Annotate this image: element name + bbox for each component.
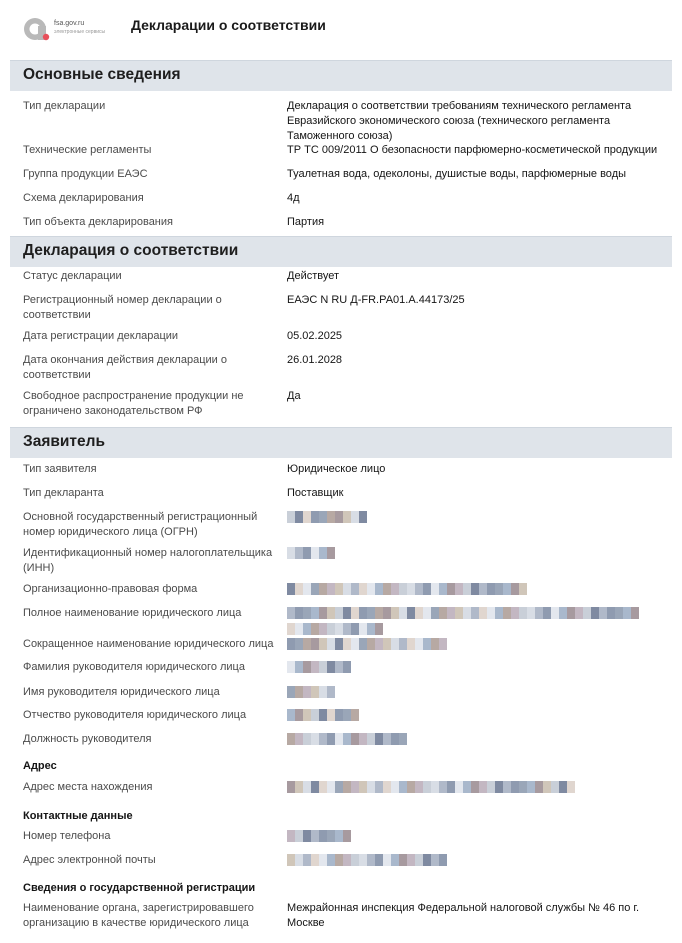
field-label: Дата регистрации декларации xyxy=(23,330,179,342)
redaction-pixel xyxy=(479,607,487,619)
redaction-pixel xyxy=(503,781,511,793)
redaction-pixel xyxy=(407,638,415,650)
redacted-value xyxy=(287,583,527,595)
redaction-pixel xyxy=(335,661,343,673)
page-title: Декларации о соответствии xyxy=(131,17,326,33)
redaction-pixel xyxy=(447,583,455,595)
field-label: Фамилия руководителя юридического лица xyxy=(23,661,245,673)
redaction-pixel xyxy=(359,781,367,793)
redaction-pixel xyxy=(415,583,423,595)
redaction-pixel xyxy=(327,830,335,842)
redaction-pixel xyxy=(519,781,527,793)
field-value: ЕАЭС N RU Д-FR.РА01.А.44173/25 xyxy=(287,294,465,306)
redaction-pixel xyxy=(311,854,319,866)
redaction-pixel xyxy=(551,781,559,793)
redacted-value xyxy=(287,830,351,842)
redaction-pixel xyxy=(503,583,511,595)
redaction-pixel xyxy=(447,781,455,793)
redaction-pixel xyxy=(367,854,375,866)
redaction-pixel xyxy=(631,607,639,619)
redaction-pixel xyxy=(511,607,519,619)
section-title: Основные сведения xyxy=(23,66,181,83)
redaction-pixel xyxy=(319,709,327,721)
redacted-value xyxy=(287,623,383,635)
redaction-pixel xyxy=(391,854,399,866)
field-label: Номер телефона xyxy=(23,830,111,842)
redaction-pixel xyxy=(351,854,359,866)
subheading-state-registration: Сведения о государственной регистрации xyxy=(23,882,256,894)
redaction-pixel xyxy=(527,607,535,619)
redaction-pixel xyxy=(311,686,319,698)
redaction-pixel xyxy=(383,733,391,745)
redacted-value xyxy=(287,709,359,721)
field-value: 05.02.2025 xyxy=(287,330,343,342)
redaction-pixel xyxy=(519,583,527,595)
redaction-pixel xyxy=(447,607,455,619)
redaction-pixel xyxy=(415,781,423,793)
redaction-pixel xyxy=(439,638,447,650)
redaction-pixel xyxy=(287,623,295,635)
redaction-pixel xyxy=(511,583,519,595)
field-value: Межрайонная инспекция Федеральной налоговой службы № 46 по г. Москве xyxy=(287,902,640,929)
field-label: Идентификационный номер налогоплательщика (ИНН) xyxy=(23,547,273,574)
redaction-pixel xyxy=(327,661,335,673)
redaction-pixel xyxy=(343,638,351,650)
field-label: Адрес электронной почты xyxy=(23,854,156,866)
redaction-pixel xyxy=(407,607,415,619)
redaction-pixel xyxy=(455,781,463,793)
redaction-pixel xyxy=(319,623,327,635)
redacted-value xyxy=(287,781,575,793)
redaction-pixel xyxy=(327,638,335,650)
redaction-pixel xyxy=(367,607,375,619)
redaction-pixel xyxy=(359,638,367,650)
redaction-pixel xyxy=(335,733,343,745)
redaction-pixel xyxy=(295,638,303,650)
redaction-pixel xyxy=(351,733,359,745)
field-label: Статус декларации xyxy=(23,270,122,282)
redaction-pixel xyxy=(287,607,295,619)
redaction-pixel xyxy=(623,607,631,619)
redaction-pixel xyxy=(319,854,327,866)
field-label: Тип декларанта xyxy=(23,487,104,499)
redaction-pixel xyxy=(383,583,391,595)
redaction-pixel xyxy=(455,583,463,595)
subheading-address: Адрес xyxy=(23,760,57,772)
redacted-value xyxy=(287,854,447,866)
section-basic-info xyxy=(10,60,672,91)
redaction-pixel xyxy=(343,709,351,721)
field-label: Наименование органа, зарегистрировавшего организацию в качестве юридического лица xyxy=(23,902,254,929)
redaction-pixel xyxy=(287,547,295,559)
field-label: Схема декларирования xyxy=(23,192,144,204)
redaction-pixel xyxy=(343,733,351,745)
redaction-pixel xyxy=(351,607,359,619)
redaction-pixel xyxy=(383,607,391,619)
redaction-pixel xyxy=(575,607,583,619)
redaction-pixel xyxy=(335,623,343,635)
redaction-pixel xyxy=(303,607,311,619)
redaction-pixel xyxy=(327,709,335,721)
redaction-pixel xyxy=(503,607,511,619)
field-label: Основной государственный регистрационный номер юридического лица (ОГРН) xyxy=(23,511,258,538)
redacted-value xyxy=(287,661,351,673)
redaction-pixel xyxy=(383,638,391,650)
redaction-pixel xyxy=(407,781,415,793)
redaction-pixel xyxy=(391,638,399,650)
redaction-pixel xyxy=(359,733,367,745)
field-label: Дата окончания действия декларации о соответствии xyxy=(23,354,227,381)
redaction-pixel xyxy=(335,511,343,523)
redaction-pixel xyxy=(423,854,431,866)
redaction-pixel xyxy=(327,733,335,745)
page-header xyxy=(0,0,682,58)
redaction-pixel xyxy=(367,781,375,793)
redaction-pixel xyxy=(599,607,607,619)
fsa-logo-icon xyxy=(22,16,50,44)
redaction-pixel xyxy=(399,733,407,745)
redaction-pixel xyxy=(359,511,367,523)
redaction-pixel xyxy=(351,511,359,523)
redaction-pixel xyxy=(375,733,383,745)
redaction-pixel xyxy=(311,781,319,793)
redaction-pixel xyxy=(359,854,367,866)
redaction-pixel xyxy=(311,733,319,745)
redacted-value xyxy=(287,638,447,650)
redaction-pixel xyxy=(431,583,439,595)
redaction-pixel xyxy=(311,547,319,559)
redaction-pixel xyxy=(439,607,447,619)
redaction-pixel xyxy=(367,638,375,650)
redaction-pixel xyxy=(295,733,303,745)
field-label: Тип объекта декларирования xyxy=(23,216,173,228)
redaction-pixel xyxy=(455,607,463,619)
redaction-pixel xyxy=(615,607,623,619)
field-value: Юридическое лицо xyxy=(287,463,386,475)
redaction-pixel xyxy=(303,686,311,698)
redaction-pixel xyxy=(351,781,359,793)
redaction-pixel xyxy=(327,607,335,619)
redaction-pixel xyxy=(303,854,311,866)
redaction-pixel xyxy=(375,638,383,650)
field-value: Поставщик xyxy=(287,487,344,499)
redaction-pixel xyxy=(359,623,367,635)
redaction-pixel xyxy=(319,686,327,698)
redaction-pixel xyxy=(327,686,335,698)
redaction-pixel xyxy=(287,583,295,595)
redaction-pixel xyxy=(295,547,303,559)
section-applicant xyxy=(10,427,672,458)
redaction-pixel xyxy=(543,607,551,619)
redaction-pixel xyxy=(295,661,303,673)
redaction-pixel xyxy=(471,583,479,595)
redaction-pixel xyxy=(327,623,335,635)
redaction-pixel xyxy=(367,623,375,635)
redaction-pixel xyxy=(343,623,351,635)
redaction-pixel xyxy=(399,638,407,650)
redaction-pixel xyxy=(295,607,303,619)
redaction-pixel xyxy=(311,830,319,842)
redaction-pixel xyxy=(495,583,503,595)
redaction-pixel xyxy=(431,781,439,793)
redaction-pixel xyxy=(375,583,383,595)
redaction-pixel xyxy=(399,781,407,793)
redaction-pixel xyxy=(327,781,335,793)
redacted-value xyxy=(287,511,367,523)
redaction-pixel xyxy=(567,607,575,619)
redaction-pixel xyxy=(407,854,415,866)
field-label: Имя руководителя юридического лица xyxy=(23,686,220,698)
section-title: Декларация о соответствии xyxy=(23,242,239,259)
redaction-pixel xyxy=(463,607,471,619)
redaction-pixel xyxy=(311,623,319,635)
redaction-pixel xyxy=(479,583,487,595)
redaction-pixel xyxy=(607,607,615,619)
redaction-pixel xyxy=(439,583,447,595)
redacted-value xyxy=(287,607,639,619)
field-label: Тип декларации xyxy=(23,100,106,112)
field-value: 26.01.2028 xyxy=(287,354,343,366)
redaction-pixel xyxy=(495,607,503,619)
redaction-pixel xyxy=(295,583,303,595)
redaction-pixel xyxy=(383,854,391,866)
redaction-pixel xyxy=(287,733,295,745)
field-label: Адрес места нахождения xyxy=(23,781,153,793)
redaction-pixel xyxy=(519,607,527,619)
redaction-pixel xyxy=(303,623,311,635)
redaction-pixel xyxy=(415,638,423,650)
redaction-pixel xyxy=(303,830,311,842)
redaction-pixel xyxy=(431,638,439,650)
redaction-pixel xyxy=(319,638,327,650)
redaction-pixel xyxy=(303,583,311,595)
redaction-pixel xyxy=(543,781,551,793)
redaction-pixel xyxy=(495,781,503,793)
redaction-pixel xyxy=(335,638,343,650)
fsa-logo[interactable] xyxy=(22,16,142,46)
redaction-pixel xyxy=(335,830,343,842)
redacted-value xyxy=(287,733,407,745)
redaction-pixel xyxy=(311,661,319,673)
redaction-pixel xyxy=(559,607,567,619)
redaction-pixel xyxy=(471,781,479,793)
redaction-pixel xyxy=(319,661,327,673)
redaction-pixel xyxy=(319,583,327,595)
redaction-pixel xyxy=(559,781,567,793)
field-value: Действует xyxy=(287,270,340,282)
redaction-pixel xyxy=(463,781,471,793)
redaction-pixel xyxy=(319,607,327,619)
redaction-pixel xyxy=(319,547,327,559)
redaction-pixel xyxy=(399,583,407,595)
redaction-pixel xyxy=(335,607,343,619)
redaction-pixel xyxy=(287,781,295,793)
redaction-pixel xyxy=(343,607,351,619)
redaction-pixel xyxy=(423,583,431,595)
redaction-pixel xyxy=(535,607,543,619)
redaction-pixel xyxy=(367,583,375,595)
field-value: Декларация о соответствии требованиям технического регламента Евразийского экономического союза (технического регламента Таможенного союза) xyxy=(287,100,632,142)
subheading-contacts: Контактные данные xyxy=(23,810,133,822)
redaction-pixel xyxy=(391,583,399,595)
redaction-pixel xyxy=(303,547,311,559)
redaction-pixel xyxy=(343,830,351,842)
redaction-pixel xyxy=(303,781,311,793)
redaction-pixel xyxy=(295,686,303,698)
field-label: Технические регламенты xyxy=(23,144,152,156)
redaction-pixel xyxy=(463,583,471,595)
logo-subtitle: электронные сервисы xyxy=(54,29,106,35)
redaction-pixel xyxy=(287,830,295,842)
redaction-pixel xyxy=(343,583,351,595)
redaction-pixel xyxy=(343,661,351,673)
redaction-pixel xyxy=(423,638,431,650)
redaction-pixel xyxy=(351,623,359,635)
redaction-pixel xyxy=(399,607,407,619)
redaction-pixel xyxy=(415,607,423,619)
redaction-pixel xyxy=(319,733,327,745)
field-value: Туалетная вода, одеколоны, душистые воды, парфюмерные воды xyxy=(287,168,627,180)
redaction-pixel xyxy=(487,781,495,793)
field-label: Группа продукции ЕАЭС xyxy=(23,168,148,180)
redaction-pixel xyxy=(295,781,303,793)
redaction-pixel xyxy=(327,854,335,866)
redaction-pixel xyxy=(583,607,591,619)
redaction-pixel xyxy=(343,781,351,793)
field-label: Должность руководителя xyxy=(23,733,152,745)
redaction-pixel xyxy=(303,638,311,650)
redaction-pixel xyxy=(311,638,319,650)
redaction-pixel xyxy=(375,623,383,635)
redaction-pixel xyxy=(423,607,431,619)
redaction-pixel xyxy=(351,583,359,595)
field-value: Партия xyxy=(287,216,325,228)
redaction-pixel xyxy=(287,854,295,866)
logo-site-text: fsa.gov.ru xyxy=(54,20,85,27)
field-value: 4д xyxy=(287,192,300,204)
redaction-pixel xyxy=(295,854,303,866)
redaction-pixel xyxy=(431,854,439,866)
redaction-pixel xyxy=(567,781,575,793)
redaction-pixel xyxy=(319,511,327,523)
redaction-pixel xyxy=(287,638,295,650)
redaction-pixel xyxy=(303,511,311,523)
field-label: Отчество руководителя юридического лица xyxy=(23,709,247,721)
redaction-pixel xyxy=(375,854,383,866)
redaction-pixel xyxy=(319,781,327,793)
redaction-pixel xyxy=(287,511,295,523)
redaction-pixel xyxy=(287,661,295,673)
redaction-pixel xyxy=(407,583,415,595)
redaction-pixel xyxy=(471,607,479,619)
redacted-value xyxy=(287,686,335,698)
redaction-pixel xyxy=(431,607,439,619)
redaction-pixel xyxy=(311,709,319,721)
redaction-pixel xyxy=(439,854,447,866)
redaction-pixel xyxy=(287,686,295,698)
field-label: Организационно-правовая форма xyxy=(23,583,198,595)
redaction-pixel xyxy=(335,781,343,793)
redaction-pixel xyxy=(359,583,367,595)
redaction-pixel xyxy=(311,583,319,595)
redaction-pixel xyxy=(415,854,423,866)
redaction-pixel xyxy=(335,854,343,866)
redaction-pixel xyxy=(551,607,559,619)
redaction-pixel xyxy=(311,511,319,523)
redaction-pixel xyxy=(383,781,391,793)
redaction-pixel xyxy=(327,547,335,559)
redaction-pixel xyxy=(351,709,359,721)
redaction-pixel xyxy=(295,511,303,523)
redaction-pixel xyxy=(343,854,351,866)
field-label: Регистрационный номер декларации о соответствии xyxy=(23,294,222,321)
section-title: Заявитель xyxy=(23,433,106,450)
redaction-pixel xyxy=(591,607,599,619)
field-label: Полное наименование юридического лица xyxy=(23,607,242,619)
redaction-pixel xyxy=(335,583,343,595)
redacted-value xyxy=(287,547,335,559)
field-label: Свободное распространение продукции не ограничено законодательством РФ xyxy=(23,390,244,417)
field-label: Сокращенное наименование юридического лица xyxy=(23,638,274,650)
redaction-pixel xyxy=(527,781,535,793)
redaction-pixel xyxy=(535,781,543,793)
redaction-pixel xyxy=(487,607,495,619)
redaction-pixel xyxy=(423,781,431,793)
redaction-pixel xyxy=(295,709,303,721)
field-value: Да xyxy=(287,390,301,402)
section-declaration xyxy=(10,236,672,267)
redaction-pixel xyxy=(287,709,295,721)
field-value: ТР ТС 009/2011 О безопасности парфюмерно-косметической продукции xyxy=(287,144,658,156)
redaction-pixel xyxy=(327,583,335,595)
redaction-pixel xyxy=(303,709,311,721)
redaction-pixel xyxy=(375,607,383,619)
redaction-pixel xyxy=(487,583,495,595)
redaction-pixel xyxy=(479,781,487,793)
redaction-pixel xyxy=(367,733,375,745)
redaction-pixel xyxy=(439,781,447,793)
redaction-pixel xyxy=(399,854,407,866)
redaction-pixel xyxy=(319,830,327,842)
redaction-pixel xyxy=(311,607,319,619)
redaction-pixel xyxy=(391,781,399,793)
redaction-pixel xyxy=(343,511,351,523)
redaction-pixel xyxy=(359,607,367,619)
redaction-pixel xyxy=(327,511,335,523)
redaction-pixel xyxy=(295,623,303,635)
redaction-pixel xyxy=(391,733,399,745)
redaction-pixel xyxy=(391,607,399,619)
redaction-pixel xyxy=(335,709,343,721)
redaction-pixel xyxy=(295,830,303,842)
redaction-pixel xyxy=(351,638,359,650)
redaction-pixel xyxy=(303,661,311,673)
redaction-pixel xyxy=(303,733,311,745)
field-label: Тип заявителя xyxy=(23,463,97,475)
redaction-pixel xyxy=(375,781,383,793)
redaction-pixel xyxy=(511,781,519,793)
